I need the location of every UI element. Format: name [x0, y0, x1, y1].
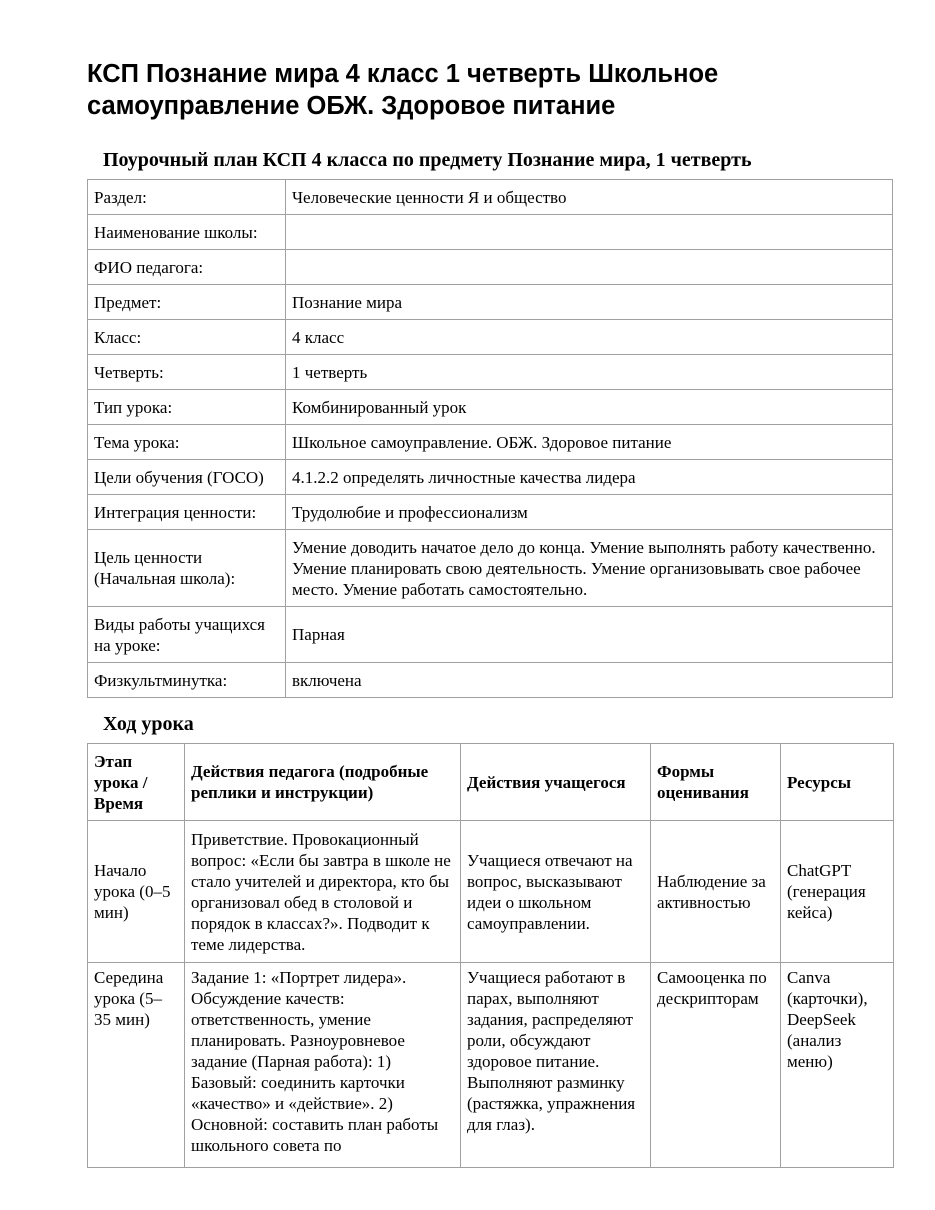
lesson-info-table	[87, 179, 893, 698]
lesson-flow-table	[87, 743, 894, 1168]
info-row	[88, 460, 893, 495]
info-key: Наименование школы:	[88, 215, 286, 250]
column-header-resources: Ресурсы	[781, 744, 894, 821]
info-row	[88, 390, 893, 425]
column-header-assessment: Формы оценивания	[651, 744, 781, 821]
info-row	[88, 530, 893, 607]
assessment-cell: Наблюдение за активностью	[651, 821, 781, 963]
info-key: Виды работы учащихся на уроке:	[88, 607, 286, 663]
info-row	[88, 320, 893, 355]
info-row	[88, 250, 893, 285]
info-key: Предмет:	[88, 285, 286, 320]
teacher-cell: Приветствие. Провокационный вопрос: «Если бы завтра в школе не стало учителей и директора, кто бы организовал обед в столовой и порядок в классах?». Подводит к теме лидерства.	[185, 821, 461, 963]
info-row	[88, 495, 893, 530]
resources-cell: Canva (карточки), DeepSeek (анализ меню)	[781, 963, 894, 1168]
info-key: Цели обучения (ГОСО)	[88, 460, 286, 495]
table-row	[88, 821, 894, 963]
info-key: Тип урока:	[88, 390, 286, 425]
teacher-cell: Задание 1: «Портрет лидера». Обсуждение качеств: ответственность, умение планировать. Разноуровневое задание (Парная работа): 1) Базовый: соединить карточки «качество» и «действие». 2) Основной: составить план работы школьного совета по	[185, 963, 461, 1168]
info-key: Четверть:	[88, 355, 286, 390]
info-row	[88, 663, 893, 698]
info-key: Физкультминутка:	[88, 663, 286, 698]
page-title: КСП Познание мира 4 класс 1 четверть Школьное самоуправление ОБЖ. Здоровое питание	[87, 60, 719, 120]
table-header-row	[88, 744, 894, 821]
column-header-stage: Этап урока / Время	[88, 744, 185, 821]
info-value: Трудолюбие и профессионализм	[286, 495, 893, 530]
info-row	[88, 607, 893, 663]
info-value: Умение доводить начатое дело до конца. Умение выполнять работу качественно. Умение планировать свою деятельность. Умение организовывать свое рабочее место. Умение работать самостоятельно.	[286, 530, 893, 607]
info-row	[88, 285, 893, 320]
student-cell: Учащиеся работают в парах, выполняют задания, распределяют роли, обсуждают здоровое питание. Выполняют разминку (растяжка, упражнения для глаз).	[461, 963, 651, 1168]
info-key: Класс:	[88, 320, 286, 355]
info-row	[88, 355, 893, 390]
assessment-cell: Самооценка по дескрипторам	[651, 963, 781, 1168]
course-heading: Ход урока	[103, 713, 194, 735]
column-header-student: Действия учащегося	[461, 744, 651, 821]
info-value: Человеческие ценности Я и общество	[286, 180, 893, 215]
info-key: Цель ценности (Начальная школа):	[88, 530, 286, 607]
student-cell: Учащиеся отвечают на вопрос, высказывают идеи о школьном самоуправлении.	[461, 821, 651, 963]
info-row	[88, 215, 893, 250]
info-value: 1 четверть	[286, 355, 893, 390]
info-value: Комбинированный урок	[286, 390, 893, 425]
info-value: включена	[286, 663, 893, 698]
info-value	[286, 250, 893, 285]
info-value: Парная	[286, 607, 893, 663]
info-key: Тема урока:	[88, 425, 286, 460]
table-row	[88, 963, 894, 1168]
info-value: 4.1.2.2 определять личностные качества лидера	[286, 460, 893, 495]
info-value: Школьное самоуправление. ОБЖ. Здоровое питание	[286, 425, 893, 460]
info-row	[88, 180, 893, 215]
resources-cell: ChatGPT (генерация кейса)	[781, 821, 894, 963]
stage-cell: Начало урока (0–5 мин)	[88, 821, 185, 963]
plan-heading: Поурочный план КСП 4 класса по предмету Познание мира, 1 четверть	[103, 149, 752, 171]
info-key: ФИО педагога:	[88, 250, 286, 285]
info-value: Познание мира	[286, 285, 893, 320]
stage-cell: Середина урока (5–35 мин)	[88, 963, 185, 1168]
info-key: Раздел:	[88, 180, 286, 215]
info-key: Интеграция ценности:	[88, 495, 286, 530]
info-value: 4 класс	[286, 320, 893, 355]
info-value	[286, 215, 893, 250]
info-row	[88, 425, 893, 460]
column-header-teacher: Действия педагога (подробные реплики и инструкции)	[185, 744, 461, 821]
